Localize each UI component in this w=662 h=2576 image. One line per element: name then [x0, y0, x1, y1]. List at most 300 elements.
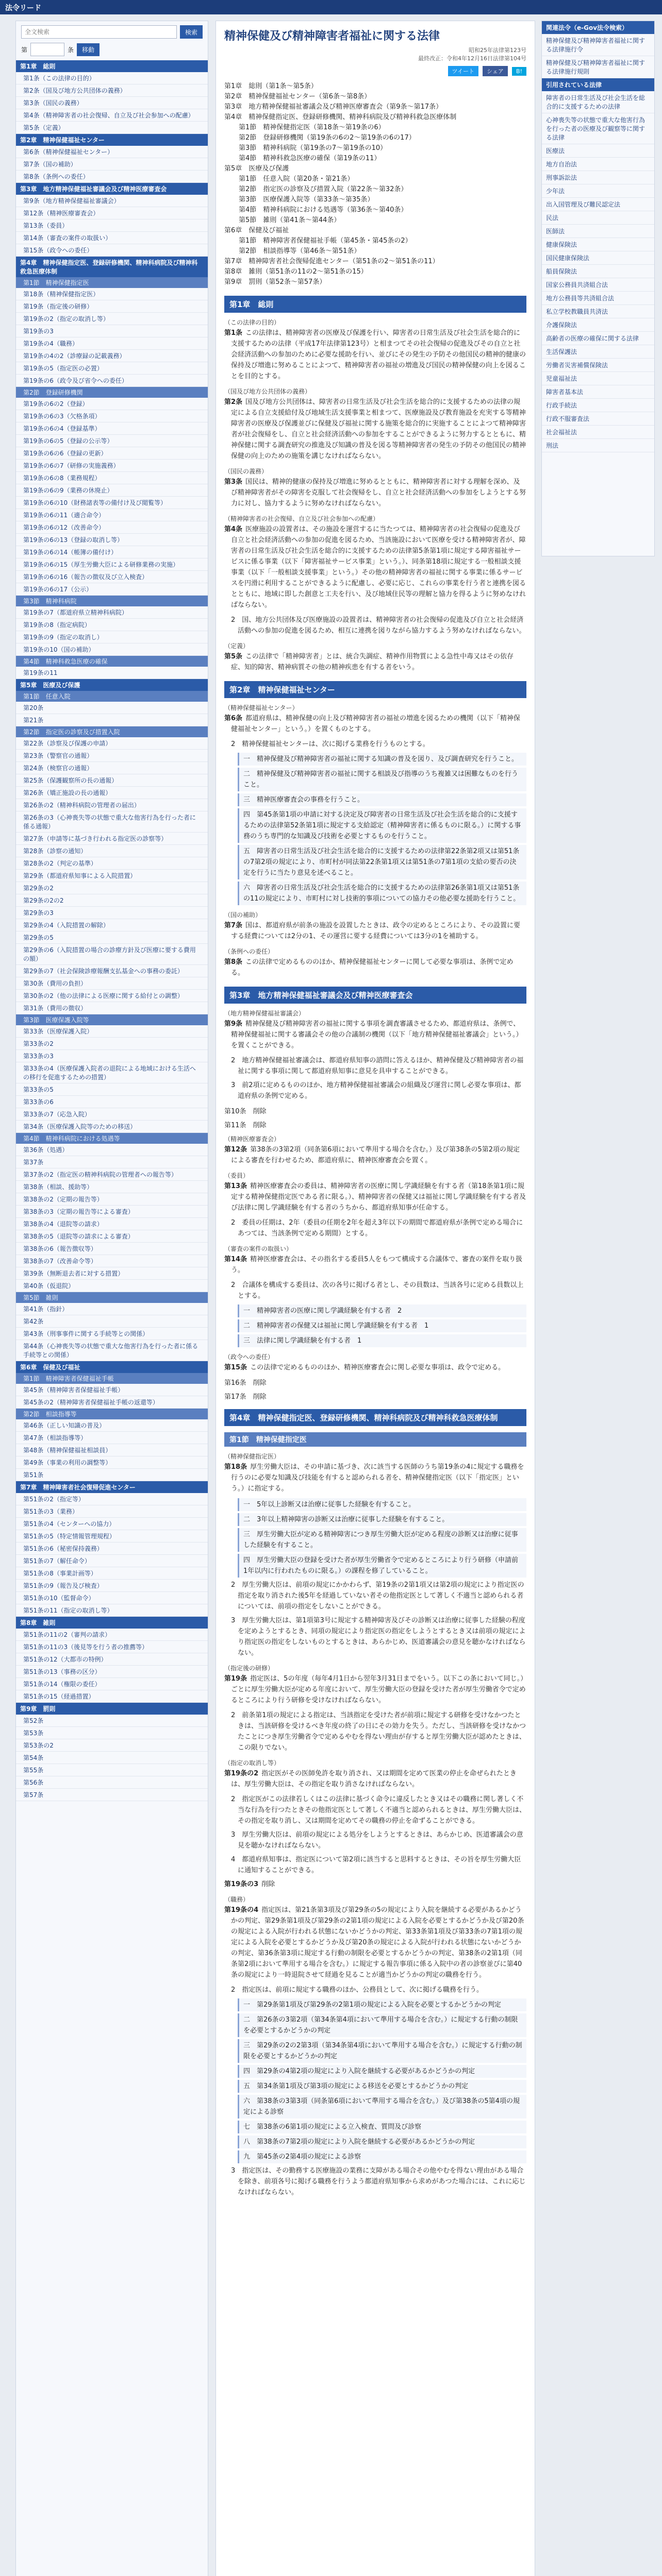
nav-article-link[interactable]: 第29条の4（入院措置の解除）: [16, 919, 208, 931]
hatena-bookmark-button[interactable]: B!: [512, 67, 526, 76]
nav-article-link[interactable]: 第5条（定義）: [16, 122, 208, 134]
nav-article-link[interactable]: 第19条の6の14（帳簿の備付け）: [16, 546, 208, 558]
nav-article-link[interactable]: 第51条の3（業務）: [16, 1505, 208, 1518]
nav-article-link[interactable]: 第45条（精神障害者保健福祉手帳）: [16, 1384, 208, 1396]
nav-article-link[interactable]: 第51条の10（監督命令）: [16, 1592, 208, 1604]
site-logo[interactable]: 法令リード: [5, 4, 41, 12]
nav-article-link[interactable]: 第30条（費用の負担）: [16, 977, 208, 990]
cited-laws-list: [542, 91, 654, 452]
nav-article-link[interactable]: 第19条の6の10（財務諸表等の備付け及び閲覧等）: [16, 497, 208, 509]
list-item: 一 精神保健及び精神障害者の福祉に関する知識の普及を図り、及び調査研究を行うこと。: [238, 753, 526, 766]
article: [224, 1019, 526, 1051]
article: [224, 1768, 526, 1790]
nav-section[interactable]: 第2節 登録研修機関: [16, 387, 208, 398]
nav-article-link[interactable]: 第12条（精神医療審査会）: [16, 207, 208, 219]
chapter-heading: 第1章 総則: [224, 296, 526, 313]
nav-article-link[interactable]: 第51条の2（指定等）: [16, 1493, 208, 1505]
nav-article-link[interactable]: 第27条（申請等に基づき行われる指定医の診察等）: [16, 833, 208, 845]
nav-article-link[interactable]: 第33条（医療保護入院）: [16, 1025, 208, 1038]
nav-article-link[interactable]: 第45条の2（精神障害者保健福祉手帳の返還等）: [16, 1396, 208, 1409]
nav-article-link[interactable]: 第6条（精神保健福祉センター）: [16, 146, 208, 158]
article-number: 第1条: [224, 329, 243, 337]
nav-article-link[interactable]: 第19条の6の5（登録の公示等）: [16, 435, 208, 447]
chapter-heading: 第4章 精神保健指定医、登録研修機関、精神科病院及び精神科救急医療体制: [224, 1409, 526, 1426]
cited-law-link[interactable]: 健康保険法: [542, 238, 654, 251]
law-meta: [224, 46, 526, 63]
search-row: [16, 21, 208, 41]
article-text: 精神保健及び精神障害者の福祉に関する事項を調査審議させるため、都道府県は、条例で、精神保健福祉に関する審議会その他の合議制の機関（以下「地方精神保健福祉審議会」という。）を置くことができる。: [231, 1020, 523, 1049]
article-text: 都道府県は、精神保健の向上及び精神障害者の福祉の増進を図るための機関（以下「精神保健福祉センター」という。）を置くものとする。: [231, 715, 521, 733]
nav-article-link[interactable]: 第51条の11の3（後見等を行う者の推薦等）: [16, 1641, 208, 1653]
toc-entry[interactable]: 第2節 指定医の診察及び措置入院（第22条〜第32条）: [239, 185, 408, 193]
cited-law-link[interactable]: 児童福祉法: [542, 372, 654, 385]
nav-article-link[interactable]: 第19条の6の7（研修の実施義務）: [16, 460, 208, 472]
nav-section[interactable]: 第1節 任意入院: [16, 691, 208, 702]
nav-article-link[interactable]: 第19条の4（職務）: [16, 337, 208, 350]
paragraph: 3 指定医は、その勤務する医療施設の業務に支障がある場合その他やむを得ない理由がある場合を除き、前項各号に掲げる職務を行うよう都道府県知事から求めがあつた場合には、これに応じなければならない。: [231, 2167, 526, 2196]
nav-article-link[interactable]: 第28条の2（判定の基準）: [16, 857, 208, 870]
article-number: 第6条: [224, 715, 243, 722]
nav-section[interactable]: 第1節 精神保健指定医: [16, 277, 208, 288]
paragraph: 4 都道府県知事は、指定医について第2項に該当すると思料するときは、その旨を厚生労働大臣に通知することができる。: [231, 1856, 521, 1874]
toc-entry[interactable]: 第4章 精神保健指定医、登録研修機関、精神科病院及び精神科救急医療体制: [224, 113, 457, 121]
nav-article-link[interactable]: 第39条（無断退去者に対する措置）: [16, 1267, 208, 1280]
nav-article-link[interactable]: 第51条の6（秘密保持義務）: [16, 1543, 208, 1555]
nav-article-link[interactable]: 第53条の2: [16, 1739, 208, 1752]
nav-article-link[interactable]: 第19条の5（指定医の必置）: [16, 362, 208, 375]
nav-article-link[interactable]: 第44条（心神喪失等の状態で重大な他害行為を行った者に係る手続等との関係）: [16, 1340, 208, 1361]
cited-law-link[interactable]: 社会福祉法: [542, 426, 654, 439]
nav-article-link[interactable]: 第51条: [16, 1469, 208, 1481]
nav-article-link[interactable]: 第48条（精神保健福祉相談員）: [16, 1444, 208, 1456]
article: [224, 1144, 526, 1166]
cited-law-link[interactable]: 介護保険法: [542, 318, 654, 332]
article: [224, 1254, 526, 1276]
article-text: 指定医は、5の年度（毎年4月1日から翌年3月31日までをいう。以下この条において同じ。）ごとに厚生労働大臣が定める年度において、厚生労働大臣の登録を受けた者が厚生労働省令で定めるところにより行う研修を受けなければならない。: [231, 1675, 526, 1704]
list-item: 五 第34条第1項及び第3項の規定による移送を必要とするかどうかの判定: [238, 2080, 526, 2093]
cited-law-link[interactable]: 行政手続法: [542, 399, 654, 412]
paragraph: 3 厚生労働大臣は、前項の規定による処分をしようとするときは、あらかじめ、医道審議会の意見を聴かなければならない。: [231, 1831, 523, 1850]
nav-article-link[interactable]: 第51条の5（特定情報管理規程）: [16, 1530, 208, 1543]
nav-section[interactable]: 第5節 雑則: [16, 1292, 208, 1303]
cited-law-link[interactable]: 行政不服審査法: [542, 412, 654, 426]
article: [224, 920, 526, 942]
toc-entry[interactable]: 第1章 総則（第1条〜第5条）: [224, 82, 318, 90]
paragraph: 2 厚生労働大臣は、前項の規定にかかわらず、第19条の2第1項又は第2項の規定により指定医の指定を取り消された後5年を経過していない者その他指定医として著しく不適当と認められる者については、前項の指定をしないことができる。: [231, 1581, 524, 1611]
nav-article-link[interactable]: 第57条: [16, 1789, 208, 1801]
nav-article-link[interactable]: 第29条の5: [16, 931, 208, 944]
list-item: 九 第45条の2第4項の規定による診察: [238, 2150, 526, 2163]
article-number: 第18条: [224, 1463, 247, 1471]
paragraph: 2 精神保健福祉センターは、次に掲げる業務を行うものとする。: [231, 740, 429, 748]
nav-chapter[interactable]: 第2章 精神保健福祉センター: [16, 134, 208, 146]
article-number: 第5条: [224, 653, 243, 660]
article: [224, 397, 526, 462]
list-item: 一 第29条第1項及び第29条の2第1項の規定による入院を必要とするかどうかの判定: [238, 1998, 526, 2011]
jump-prefix: 第: [21, 46, 28, 54]
article-text: 削除: [261, 1880, 275, 1888]
list-item: 四 第29条の4第2項の規定により入院を継続する必要があるかどうかの判定: [238, 2065, 526, 2078]
article-text: この法律で「精神障害者」とは、統合失調症、精神作用物質による急性中毒又はその依存症、知的障害、精神病質その他の精神疾患を有する者をいう。: [231, 653, 514, 671]
nav-article-link[interactable]: 第46条（正しい知識の普及）: [16, 1419, 208, 1432]
nav-article-link[interactable]: 第18条（精神保健指定医）: [16, 288, 208, 300]
nav-article-link[interactable]: 第38条の4（退院等の請求）: [16, 1218, 208, 1230]
list-item: 二 精神障害者の保健又は福祉に関し学識経験を有する者 1: [238, 1319, 526, 1332]
list-item: 五 障害者の日常生活及び社会生活を総合的に支援するための法律第22条第2項又は第51条の7第2項の規定により、市町村が同法第22条第1項又は第51条の7第1項の支給の要否の決定を行うに当たり意見を述べること。: [238, 845, 526, 879]
paragraph: 2 委員の任期は、2年（委員の任期を2年を超え3年以下の期間で都道府県が条例で定める場合にあつては、当該条例で定める期間）とする。: [231, 1219, 523, 1238]
nav-article-link[interactable]: 第19条の6（政令及び省令への委任）: [16, 375, 208, 387]
nav-article-link[interactable]: 第2条（国及び地方公共団体の義務）: [16, 84, 208, 97]
paragraph: 2 前条第1項の規定による指定は、当該指定を受けた者が前項に規定する研修を受けなかつたときは、当該研修を受けるべき年度の終了の日にその効力を失う。ただし、当該研修を受けなかつたことにつき厚生労働省令で定めるやむを得ない理由が存すると厚生労働大臣が認めたときは、この限りでない。: [231, 1711, 526, 1752]
cited-law-link[interactable]: 労働者災害補償保険法: [542, 359, 654, 372]
jump-button[interactable]: 移動: [77, 43, 100, 56]
article: [224, 524, 526, 611]
nav-chapter[interactable]: 第4章 精神保健指定医、登録研修機関、精神科病院及び精神科救急医療体制: [16, 257, 208, 277]
nav-article-link[interactable]: 第38条（相談、援助等）: [16, 1181, 208, 1193]
cited-law-link[interactable]: 医師法: [542, 225, 654, 238]
article-caption: （国民の義務）: [224, 468, 268, 475]
nav-section[interactable]: 第4節 精神科救急医療の確保: [16, 656, 208, 667]
nav-article-link[interactable]: 第23条（警察官の通報）: [16, 750, 208, 762]
article-number: 第2条: [224, 398, 243, 406]
nav-article-link[interactable]: 第38条の2（定期の報告等）: [16, 1193, 208, 1206]
article-caption: （この法律の目的）: [224, 319, 280, 326]
nav-article-link[interactable]: 第37条: [16, 1156, 208, 1168]
nav-article-link[interactable]: 第19条（指定後の研修）: [16, 300, 208, 313]
nav-article-link[interactable]: 第4条（精神障害者の社会復帰、自立及び社会参加への配慮）: [16, 109, 208, 122]
toc-entry[interactable]: 第3節 精神科病院（第19条の7〜第19条の10）: [239, 144, 387, 152]
nav-article-link[interactable]: 第19条の6の6（登録の更新）: [16, 447, 208, 460]
cited-law-link[interactable]: 刑法: [542, 439, 654, 452]
search-button[interactable]: 検索: [180, 25, 203, 39]
left-navigation: [15, 21, 208, 2576]
nav-article-link[interactable]: 第7条（国の補助）: [16, 158, 208, 171]
toc-entry[interactable]: 第9章 罰則（第52条〜第57条）: [224, 278, 326, 286]
nav-article-link[interactable]: 第19条の6の12（改善命令）: [16, 521, 208, 534]
toc-entry[interactable]: 第1節 精神障害者保健福祉手帳（第45条・第45条の2）: [239, 237, 412, 245]
cited-law-link[interactable]: 障害者の日常生活及び社会生活を総合的に支援するための法律: [542, 91, 654, 113]
nav-article-link[interactable]: 第19条の6の4（登録基準）: [16, 422, 208, 435]
list-item: 三 厚生労働大臣が定める精神障害につき厚生労働大臣が定める程度の診断又は治療に従事した経験を有すること。: [238, 1528, 526, 1552]
cited-law-link[interactable]: 私立学校教職員共済法: [542, 305, 654, 318]
nav-article-link[interactable]: 第40条（仮退院）: [16, 1280, 208, 1292]
article-number: 第19条の4: [224, 1906, 259, 1914]
article: [224, 1462, 526, 1494]
nav-article-link[interactable]: 第20条: [16, 702, 208, 714]
nav-article-link[interactable]: 第26条の3（心神喪失等の状態で重大な他害行為を行った者に係る通報）: [16, 811, 208, 833]
nav-article-link[interactable]: 第55条: [16, 1764, 208, 1776]
last-amended: 最終改正：令和4年12月16日法律第104号: [418, 55, 526, 62]
toc-entry[interactable]: 第2節 相談指導等（第46条〜第51条）: [239, 247, 361, 255]
nav-chapter[interactable]: 第1章 総則: [16, 60, 208, 72]
nav-article-link[interactable]: 第51条の8（事業計画等）: [16, 1567, 208, 1580]
article: [224, 1673, 526, 1706]
nav-article-link[interactable]: 第38条の5（退院等の請求による審査）: [16, 1230, 208, 1243]
list-item: 七 第38条の6第1項の規定による立入検査、質問及び診察: [238, 2121, 526, 2133]
nav-article-link[interactable]: 第29条（都道府県知事による入院措置）: [16, 870, 208, 882]
nav-article-link[interactable]: 第21条: [16, 714, 208, 726]
article-caption: （政令への委任）: [224, 1353, 274, 1361]
top-bar: [0, 0, 662, 14]
nav-article-link[interactable]: 第52条: [16, 1715, 208, 1727]
article: [224, 477, 526, 509]
nav-article-link[interactable]: 第29条の2の2: [16, 894, 208, 907]
nav-section[interactable]: 第3節 医療保護入院等: [16, 1014, 208, 1025]
nav-article-link[interactable]: 第29条の7（社会保険診療報酬支払基金への事務の委託）: [16, 965, 208, 977]
nav-article-link[interactable]: 第41条（指針）: [16, 1303, 208, 1315]
nav-article-link[interactable]: 第13条（委員）: [16, 219, 208, 232]
nav-article-link[interactable]: 第19条の4の2（診療録の記載義務）: [16, 350, 208, 362]
article: [224, 713, 526, 735]
nav-article-link[interactable]: 第8条（条例への委任）: [16, 171, 208, 183]
nav-article-link[interactable]: 第51条の11の2（審判の請求）: [16, 1629, 208, 1641]
cited-law-link[interactable]: 心神喪失等の状態で重大な他害行為を行った者の医療及び観察等に関する法律: [542, 113, 654, 144]
law-content: [216, 21, 535, 2576]
cited-law-link[interactable]: 民法: [542, 211, 654, 225]
nav-article-link[interactable]: 第19条の6の16（報告の徴収及び立入検査）: [16, 571, 208, 583]
toc-entry[interactable]: 第1節 精神保健指定医（第18条〜第19条の6）: [239, 124, 385, 131]
nav-chapter[interactable]: 第9章 罰則: [16, 1703, 208, 1715]
nav-article-link[interactable]: 第33条の4（医療保護入院者の退院による地域における生活への移行を促進するための措置）: [16, 1062, 208, 1083]
cited-law-link[interactable]: 障害者基本法: [542, 385, 654, 399]
article-number: 第15条: [224, 1364, 247, 1371]
nav-article-link[interactable]: 第38条の6（報告徴収等）: [16, 1243, 208, 1255]
article: [224, 1879, 526, 1890]
cited-laws-heading: 引用されている法律: [542, 78, 654, 91]
paragraph: 2 国、地方公共団体及び医療施設の設置者は、精神障害者の社会復帰の促進及び自立と社会経済活動への参加の促進を図るため、相互に連携を図りながら協力するよう努めなければならない。: [231, 616, 526, 635]
nav-article-link[interactable]: 第29条の3: [16, 907, 208, 919]
article-text: 指定医は、第21条第3項及び第29条の5の規定により入院を継続する必要があるかどうかの判定、第29条第1項及び第29条の2第1項の規定による入院を必要とするかどうか及び第20条の規定による入院が行われる状態にないかどうかの判定、第33条第1項及び第33条の7第1項の規定による入院を必要とするかどうか及び第20条の規定による入院が行われる状態にないかどうかの判定、第36条第3項に規定する行動の制限を必要とするかどうかの判定、第38条の2第1項（同条第2項において準用する場合を含む。）に規定する報告事項に係る入院中の者の診察並びに第40条の規定により一時退院させて経過を見ることが適当かどうかの判定の職務を行う。: [231, 1906, 524, 1979]
cited-law-link[interactable]: 船員保険法: [542, 265, 654, 278]
list-item: 三 第29条の2の2第3項（第34条第4項において準用する場合を含む。）に規定する行動の制限を必要とするかどうかの判定: [238, 2039, 526, 2063]
nav-article-link[interactable]: 第19条の9（指定の取消し）: [16, 631, 208, 643]
article-nav-list: [16, 60, 208, 1801]
toc-entry[interactable]: 第3節 医療保護入院等（第33条〜第35条）: [239, 196, 374, 204]
nav-article-link[interactable]: 第37条の2（指定医の精神科病院の管理者への報告等）: [16, 1168, 208, 1181]
toc-entry[interactable]: 第4節 精神科病院における処遇等（第36条〜第40条）: [239, 206, 408, 214]
nav-article-link[interactable]: 第19条の6の11（適合命令）: [16, 509, 208, 521]
article-caption: （精神障害者の社会復帰、自立及び社会参加への配慮）: [224, 515, 379, 522]
article-number: 第3条: [224, 478, 243, 486]
article-text: 第38条の3第2項（同条第6項において準用する場合を含む。）及び第38条の5第2項の規定による審査を行わせるため、都道府県に、精神医療審査会を置く。: [231, 1146, 520, 1164]
article-number: 第13条: [224, 1182, 247, 1190]
nav-chapter[interactable]: 第6章 保健及び福祉: [16, 1361, 208, 1373]
nav-article-link[interactable]: 第1条（この法律の目的）: [16, 72, 208, 84]
nav-article-link[interactable]: 第33条の5: [16, 1083, 208, 1096]
nav-article-link[interactable]: 第56条: [16, 1776, 208, 1789]
nav-article-link[interactable]: 第49条（事業の利用の調整等）: [16, 1456, 208, 1469]
nav-article-link[interactable]: 第19条の6の17（公示）: [16, 583, 208, 596]
nav-article-link[interactable]: 第43条（刑事事件に関する手続等との関係）: [16, 1328, 208, 1340]
nav-article-link[interactable]: 第51条の15（経過措置）: [16, 1690, 208, 1703]
nav-article-link[interactable]: 第51条の11（指定の取消し等）: [16, 1604, 208, 1617]
nav-article-link[interactable]: 第51条の7（解任命令）: [16, 1555, 208, 1567]
article-number: 第12条: [224, 1146, 247, 1154]
nav-article-link[interactable]: 第19条の10（国の補助）: [16, 643, 208, 656]
paragraph: 2 地方精神保健福祉審議会は、都道府県知事の諮問に答えるほか、精神保健及び精神障害者の福祉に関する事項に関して都道府県知事に意見を具申することができる。: [231, 1057, 524, 1075]
list-item: 二 第26条の3第2項（第34条第4項において準用する場合を含む。）に規定する行動の制限を必要とするかどうかの判定: [238, 2013, 526, 2037]
cited-law-link[interactable]: 少年法: [542, 184, 654, 198]
section-heading: 第1節 精神保健指定医: [224, 1432, 526, 1447]
nav-article-link[interactable]: 第34条（医療保護入院等のための移送）: [16, 1121, 208, 1133]
cited-law-link[interactable]: 地方公務員等共済組合法: [542, 292, 654, 305]
nav-article-link[interactable]: 第22条（診察及び保護の申請）: [16, 737, 208, 750]
article-caption: （職務）: [224, 1896, 250, 1903]
nav-article-link[interactable]: 第51条の13（事務の区分）: [16, 1666, 208, 1678]
article-text: 精神医療審査会は、その指名する委員5人をもつて構成する合議体で、審査の案件を取り扱う。: [231, 1256, 523, 1274]
nav-article-link[interactable]: 第19条の3: [16, 325, 208, 337]
nav-section[interactable]: 第1節 精神障害者保健福祉手帳: [16, 1373, 208, 1384]
article-text: この法律で定めるもののほか、精神医療審査会に関し必要な事項は、政令で定める。: [250, 1364, 505, 1371]
chapter-heading: 第2章 精神保健福祉センター: [224, 681, 526, 698]
list-item: 六 障害者の日常生活及び社会生活を総合的に支援するための法律第26条第1項又は第51条の11の規定により、市町村に対し技術的事項についての協力その他必要な援助を行うこと。: [238, 882, 526, 905]
article-number: 第19条: [224, 1675, 247, 1683]
nav-chapter[interactable]: 第7章 精神障害者社会復帰促進センター: [16, 1481, 208, 1493]
nav-article-link[interactable]: 第30条の2（他の法律による医療に関する給付との調整）: [16, 990, 208, 1002]
article-caption: （条例への委任）: [224, 948, 274, 955]
nav-chapter[interactable]: 第3章 地方精神保健福祉審議会及び精神医療審査会: [16, 183, 208, 195]
list-item: 四 第45条第1項の申請に対する決定及び障害者の日常生活及び社会生活を総合的に支援するための法律第52条第1項に規定する支給認定（精神障害者に係るものに限る。）に関する事務のうち専門的な知識及び技術を必要とするものを行うこと。: [238, 808, 526, 843]
search-input[interactable]: [21, 25, 177, 39]
nav-article-link[interactable]: 第29条の2: [16, 882, 208, 894]
nav-article-link[interactable]: 第9条（地方精神保健福祉審議会）: [16, 195, 208, 207]
nav-article-link[interactable]: 第53条: [16, 1727, 208, 1739]
facebook-share-button[interactable]: シェア: [483, 66, 508, 76]
article: [224, 1181, 526, 1213]
article-text: 厚生労働大臣は、その申請に基づき、次に該当する医師のうち第19条の4に規定する職務を行うのに必要な知識及び技能を有すると認められる者を、精神保健指定医（以下「指定医」という。）に指定する。: [231, 1463, 524, 1493]
cited-law-link[interactable]: 高齢者の医療の確保に関する法律: [542, 332, 654, 345]
deleted-article: 第16条 削除: [224, 1379, 267, 1387]
nav-article-link[interactable]: 第33条の3: [16, 1050, 208, 1062]
nav-section[interactable]: 第4節 精神科病院における処遇等: [16, 1133, 208, 1144]
nav-article-link[interactable]: 第51条の4（センターへの協力）: [16, 1518, 208, 1530]
nav-article-link[interactable]: 第19条の2（指定の取消し等）: [16, 313, 208, 325]
nav-article-link[interactable]: 第26条（矯正施設の長の通報）: [16, 787, 208, 799]
nav-article-link[interactable]: 第51条の9（報告及び検査）: [16, 1580, 208, 1592]
list-item: 一 精神障害者の医療に関し学識経験を有する者 2: [238, 1304, 526, 1317]
toc-entry[interactable]: 第5章 医療及び保護: [224, 165, 289, 173]
nav-article-link[interactable]: 第33条の6: [16, 1096, 208, 1108]
nav-article-link[interactable]: 第38条の7（改善命令等）: [16, 1255, 208, 1267]
article-number: 第8条: [224, 958, 243, 966]
toc-entry[interactable]: 第2節 登録研修機関（第19条の6の2〜第19条の6の17）: [239, 134, 416, 142]
nav-article-link[interactable]: 第19条の8（指定病院）: [16, 619, 208, 631]
nav-article-link[interactable]: 第42条: [16, 1315, 208, 1328]
toc-entry[interactable]: 第5節 雑則（第41条〜第44条）: [239, 216, 341, 224]
article-text: この法律で定めるもののほか、精神保健福祉センターに関して必要な事項は、条例で定める。: [231, 958, 514, 977]
nav-section[interactable]: 第3節 精神科病院: [16, 596, 208, 606]
nav-article-link[interactable]: 第19条の6の15（厚生労働大臣による研修業務の実施）: [16, 558, 208, 571]
share-buttons: [224, 66, 526, 76]
cited-law-link[interactable]: 国家公務員共済組合法: [542, 278, 654, 292]
article-number: 第19条の3: [224, 1880, 259, 1888]
toc-entry[interactable]: 第2章 精神保健福祉センター（第6条〜第8条）: [224, 93, 371, 100]
nav-chapter[interactable]: 第5章 医療及び保護: [16, 679, 208, 691]
nav-article-link[interactable]: 第19条の6の3（欠格条項）: [16, 410, 208, 422]
nav-article-link[interactable]: 第38条の3（定期の報告等による審査）: [16, 1206, 208, 1218]
list-item: 三 精神医療審査会の事務を行うこと。: [238, 793, 526, 806]
article-text: 国民は、精神的健康の保持及び増進に努めるとともに、精神障害者に対する理解を深め、及び精神障害者がその障害を克服して社会復帰をし、自立と社会経済活動への参加をしようとする努力に対し、協力するように努めなければならない。: [231, 478, 526, 507]
nav-article-link[interactable]: 第33条の7（応急入院）: [16, 1108, 208, 1121]
article-number-input[interactable]: [30, 43, 64, 56]
toc-entry[interactable]: 第1節 任意入院（第20条・第21条）: [239, 175, 354, 183]
nav-article-link[interactable]: 第51条の14（権限の委任）: [16, 1678, 208, 1690]
list-item: 四 厚生労働大臣の登録を受けた者が厚生労働省令で定めるところにより行う研修（申請前1年以内に行われたものに限る。）の課程を修了していること。: [238, 1554, 526, 1578]
jump-label: 条: [68, 46, 74, 54]
paragraph: 2 合議体を構成する委員は、次の各号に掲げる者とし、その員数は、当該各号に定める員数以上とする。: [231, 1281, 524, 1300]
law-body: [224, 296, 526, 2198]
nav-section[interactable]: 第2節 相談指導等: [16, 1409, 208, 1419]
nav-article-link[interactable]: 第31条（費用の徴収）: [16, 1002, 208, 1014]
nav-article-link[interactable]: 第29条の6（入院措置の場合の診療方針及び医療に要する費用の額）: [16, 944, 208, 965]
article-caption: （審査の案件の取扱い）: [224, 1245, 293, 1252]
cited-law-link[interactable]: 地方自治法: [542, 158, 654, 171]
related-law-link[interactable]: 精神保健及び精神障害者福祉に関する法律施行令: [542, 34, 654, 56]
nav-article-link[interactable]: 第47条（相談指導等）: [16, 1432, 208, 1444]
nav-article-link[interactable]: 第19条の6の9（業務の休廃止）: [16, 484, 208, 497]
toc-entry[interactable]: 第6章 保健及び福祉: [224, 227, 289, 234]
nav-article-link[interactable]: 第19条の6の2（登録）: [16, 398, 208, 410]
article-number: 第14条: [224, 1256, 247, 1263]
article-caption: （国の補助）: [224, 911, 262, 919]
law-number: 昭和25年法律第123号: [469, 47, 526, 54]
nav-article-link[interactable]: 第33条の2: [16, 1038, 208, 1050]
article: [224, 957, 526, 978]
article-text: 医療施設の設置者は、その施設を運営するに当たつては、精神障害者の社会復帰の促進及び自立と社会経済活動への参加の促進を図るため、当該施設において医療を受ける精神障害者が、障害者の日常生活及び社会生活を総合的に支援するための法律第5条第1項に規定する障害福祉サービスに係る事業（以下「障害福祉サービス事業」という。）、同条第18項に規定する一般相談支援事業（以下「一般相談支援事業」という。）その他の精神障害者の福祉に関する事業に係るサービスを円滑に利用することができるように配慮し、必要に応じ、これらの事業を行う者と連携を図るとともに、地域に即した創意と工夫を行い、及び地域住民等の理解と協力を得るように努めなければならない。: [231, 526, 526, 609]
list-item: 八 第38条の7第2項の規定により入院を継続する必要があるかどうかの判定: [238, 2136, 526, 2148]
nav-article-link[interactable]: 第24条（検察官の通報）: [16, 762, 208, 774]
nav-article-link[interactable]: 第36条（処遇）: [16, 1144, 208, 1156]
nav-article-link[interactable]: 第26条の2（精神科病院の管理者の届出）: [16, 799, 208, 811]
nav-article-link[interactable]: 第19条の6の13（登録の取消し等）: [16, 534, 208, 546]
toc-entry[interactable]: 第4節 精神科救急医療の確保（第19条の11）: [239, 155, 381, 162]
cited-law-link[interactable]: 生活保護法: [542, 345, 654, 359]
nav-article-link[interactable]: 第19条の7（都道府県立精神科病院）: [16, 606, 208, 619]
cited-law-link[interactable]: 出入国管理及び難民認定法: [542, 198, 654, 211]
nav-article-link[interactable]: 第15条（政令への委任）: [16, 244, 208, 257]
nav-chapter[interactable]: 第8章 雑則: [16, 1617, 208, 1629]
article: [224, 1362, 526, 1373]
related-laws-list: [542, 34, 654, 78]
table-of-contents: [224, 81, 526, 287]
toc-entry[interactable]: 第8章 雑則（第51条の11の2〜第51条の15）: [224, 268, 368, 276]
nav-article-link[interactable]: 第19条の6の8（業務規程）: [16, 472, 208, 484]
nav-article-link[interactable]: 第14条（審査の案件の取扱い）: [16, 232, 208, 244]
nav-section[interactable]: 第2節 指定医の診察及び措置入院: [16, 726, 208, 737]
tweet-button[interactable]: ツイート: [448, 66, 478, 76]
deleted-article: 第11条 削除: [224, 1122, 267, 1129]
law-title: 精神保健及び精神障害者福祉に関する法律: [224, 30, 440, 43]
article-text: 指定医がその医師免許を取り消され、又は期間を定めて医業の停止を命ぜられたときは、厚生労働大臣は、その指定を取り消さなければならない。: [231, 1770, 517, 1788]
article-number: 第9条: [224, 1020, 243, 1028]
toc-entry[interactable]: 第3章 地方精神保健福祉審議会及び精神医療審査会（第9条〜第17条）: [224, 103, 443, 111]
nav-article-link[interactable]: 第19条の11: [16, 667, 208, 679]
nav-article-link[interactable]: 第51条の12（大都市の特例）: [16, 1653, 208, 1666]
cited-law-link[interactable]: 医療法: [542, 144, 654, 158]
deleted-article: 第17条 削除: [224, 1393, 267, 1401]
cited-law-link[interactable]: 刑事訴訟法: [542, 171, 654, 184]
related-laws-heading: 関連法令（e-Gov法令検索）: [542, 21, 654, 34]
nav-article-link[interactable]: 第54条: [16, 1752, 208, 1764]
chapter-heading: 第3章 地方精神保健福祉審議会及び精神医療審査会: [224, 987, 526, 1004]
article-caption: （定義）: [224, 642, 250, 650]
nav-article-link[interactable]: 第25条（保護観察所の長の通報）: [16, 774, 208, 787]
related-law-link[interactable]: 精神保健及び精神障害者福祉に関する法律施行規則: [542, 56, 654, 78]
toc-entry[interactable]: 第7章 精神障害者社会復帰促進センター（第51条の2〜第51条の11）: [224, 258, 439, 265]
cited-law-link[interactable]: 国民健康保険法: [542, 251, 654, 265]
nav-article-link[interactable]: 第28条（診察の通知）: [16, 845, 208, 857]
nav-article-link[interactable]: 第3条（国民の義務）: [16, 97, 208, 109]
